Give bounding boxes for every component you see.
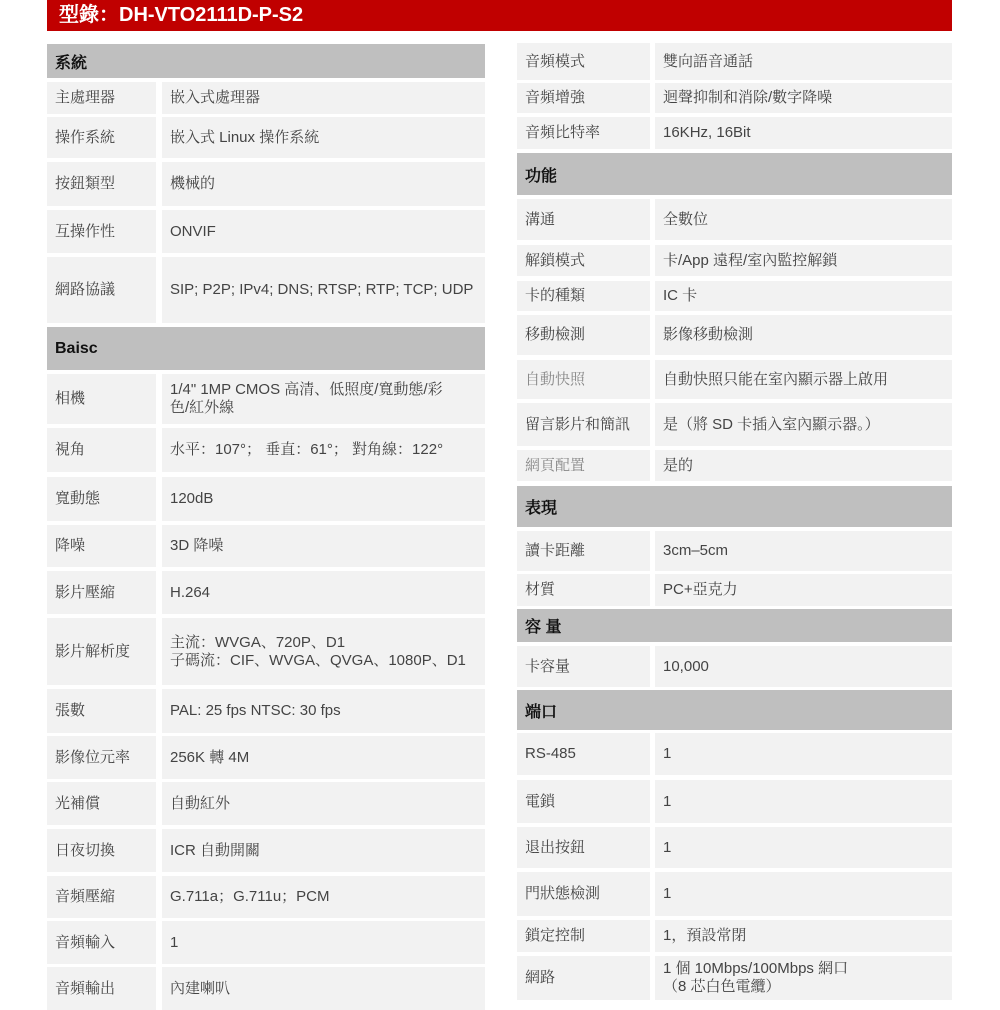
spec-label: RS-485 <box>517 733 650 775</box>
spec-value: 水平：107°； 垂直：61°； 對角線：122° <box>162 428 485 472</box>
spec-value: 1 <box>655 827 952 868</box>
spec-label: 光補償 <box>47 782 156 825</box>
spec-value: 1 個 10Mbps/100Mbps 網口 （8 芯白色電纜） <box>655 956 952 1000</box>
spec-label: 音頻增強 <box>517 83 650 113</box>
spec-label: 主處理器 <box>47 82 156 114</box>
spec-value: 卡/App 遠程/室內監控解鎖 <box>655 245 952 276</box>
section-header: 容 量 <box>517 609 952 642</box>
spec-label: 解鎖模式 <box>517 245 650 276</box>
spec-label: 視角 <box>47 428 156 472</box>
spec-value: SIP; P2P; IPv4; DNS; RTSP; RTP; TCP; UDP <box>162 257 485 323</box>
spec-value: 1 <box>655 872 952 916</box>
spec-value: ONVIF <box>162 210 485 253</box>
section-header: Baisc <box>47 327 485 370</box>
spec-label: 按鈕類型 <box>47 162 156 206</box>
spec-label: 電鎖 <box>517 780 650 823</box>
spec-value: 16KHz, 16Bit <box>655 117 952 149</box>
spec-label: 溝通 <box>517 199 650 240</box>
spec-label: 讀卡距離 <box>517 531 650 571</box>
spec-label: 卡的種類 <box>517 281 650 311</box>
spec-label: 鎖定控制 <box>517 920 650 952</box>
spec-value: G.711a；G.711u；PCM <box>162 876 485 918</box>
spec-label: 網路協議 <box>47 257 156 323</box>
spec-value: PAL: 25 fps NTSC: 30 fps <box>162 689 485 733</box>
spec-value: 機械的 <box>162 162 485 206</box>
spec-value: 10,000 <box>655 646 952 687</box>
spec-label: 影像位元率 <box>47 736 156 779</box>
spec-label: 音頻輸出 <box>47 967 156 1010</box>
spec-label: 日夜切換 <box>47 829 156 872</box>
spec-value: H.264 <box>162 571 485 614</box>
spec-label: 相機 <box>47 374 156 424</box>
spec-label: 音頻壓縮 <box>47 876 156 918</box>
spec-value: 是的 <box>655 450 952 481</box>
spec-value: 嵌入式 Linux 操作系統 <box>162 117 485 158</box>
section-header: 端口 <box>517 690 952 730</box>
section-header: 功能 <box>517 153 952 195</box>
spec-value: PC+亞克力 <box>655 574 952 606</box>
spec-value: 120dB <box>162 477 485 521</box>
spec-value: IC 卡 <box>655 281 952 311</box>
spec-label: 自動快照 <box>517 360 650 399</box>
spec-value: 全數位 <box>655 199 952 240</box>
spec-value: 雙向語音通話 <box>655 43 952 80</box>
spec-label: 門狀態檢測 <box>517 872 650 916</box>
spec-label: 網路 <box>517 956 650 1000</box>
spec-label: 材質 <box>517 574 650 606</box>
spec-label: 音頻比特率 <box>517 117 650 149</box>
spec-value: 1/4" 1MP CMOS 高清、低照度/寬動態/彩 色/紅外線 <box>162 374 485 424</box>
spec-value: 主流：WVGA、720P、D1 子碼流：CIF、WVGA、QVGA、1080P、D1 <box>162 618 485 685</box>
spec-label: 降噪 <box>47 525 156 567</box>
spec-value: 自動快照只能在室內顯示器上啟用 <box>655 360 952 399</box>
spec-value: 256K 轉 4M <box>162 736 485 779</box>
spec-label: 操作系統 <box>47 117 156 158</box>
spec-value: 3D 降噪 <box>162 525 485 567</box>
spec-value: 內建喇叭 <box>162 967 485 1010</box>
spec-label: 音頻模式 <box>517 43 650 80</box>
spec-value: 1 <box>655 733 952 775</box>
section-header: 表現 <box>517 486 952 527</box>
spec-label: 留言影片和簡訊 <box>517 403 650 446</box>
spec-value: 嵌入式處理器 <box>162 82 485 114</box>
spec-value: 1，預設常閉 <box>655 920 952 952</box>
spec-value: 影像移動檢測 <box>655 315 952 355</box>
spec-value: ICR 自動開關 <box>162 829 485 872</box>
spec-label: 移動檢測 <box>517 315 650 355</box>
spec-label: 影片壓縮 <box>47 571 156 614</box>
spec-label: 音頻輸入 <box>47 921 156 964</box>
spec-label: 退出按鈕 <box>517 827 650 868</box>
spec-label: 影片解析度 <box>47 618 156 685</box>
spec-value: 1 <box>655 780 952 823</box>
section-header: 系統 <box>47 44 485 78</box>
model-title: 型錄：DH-VTO2111D-P-S2 <box>47 0 952 31</box>
spec-value: 自動紅外 <box>162 782 485 825</box>
spec-value: 迴聲抑制和消除/數字降噪 <box>655 83 952 113</box>
spec-value: 1 <box>162 921 485 964</box>
spec-label: 張數 <box>47 689 156 733</box>
spec-value: 是（將 SD 卡插入室內顯示器。） <box>655 403 952 446</box>
spec-label: 卡容量 <box>517 646 650 687</box>
spec-label: 互操作性 <box>47 210 156 253</box>
spec-label: 網頁配置 <box>517 450 650 481</box>
spec-value: 3cm–5cm <box>655 531 952 571</box>
spec-label: 寬動態 <box>47 477 156 521</box>
